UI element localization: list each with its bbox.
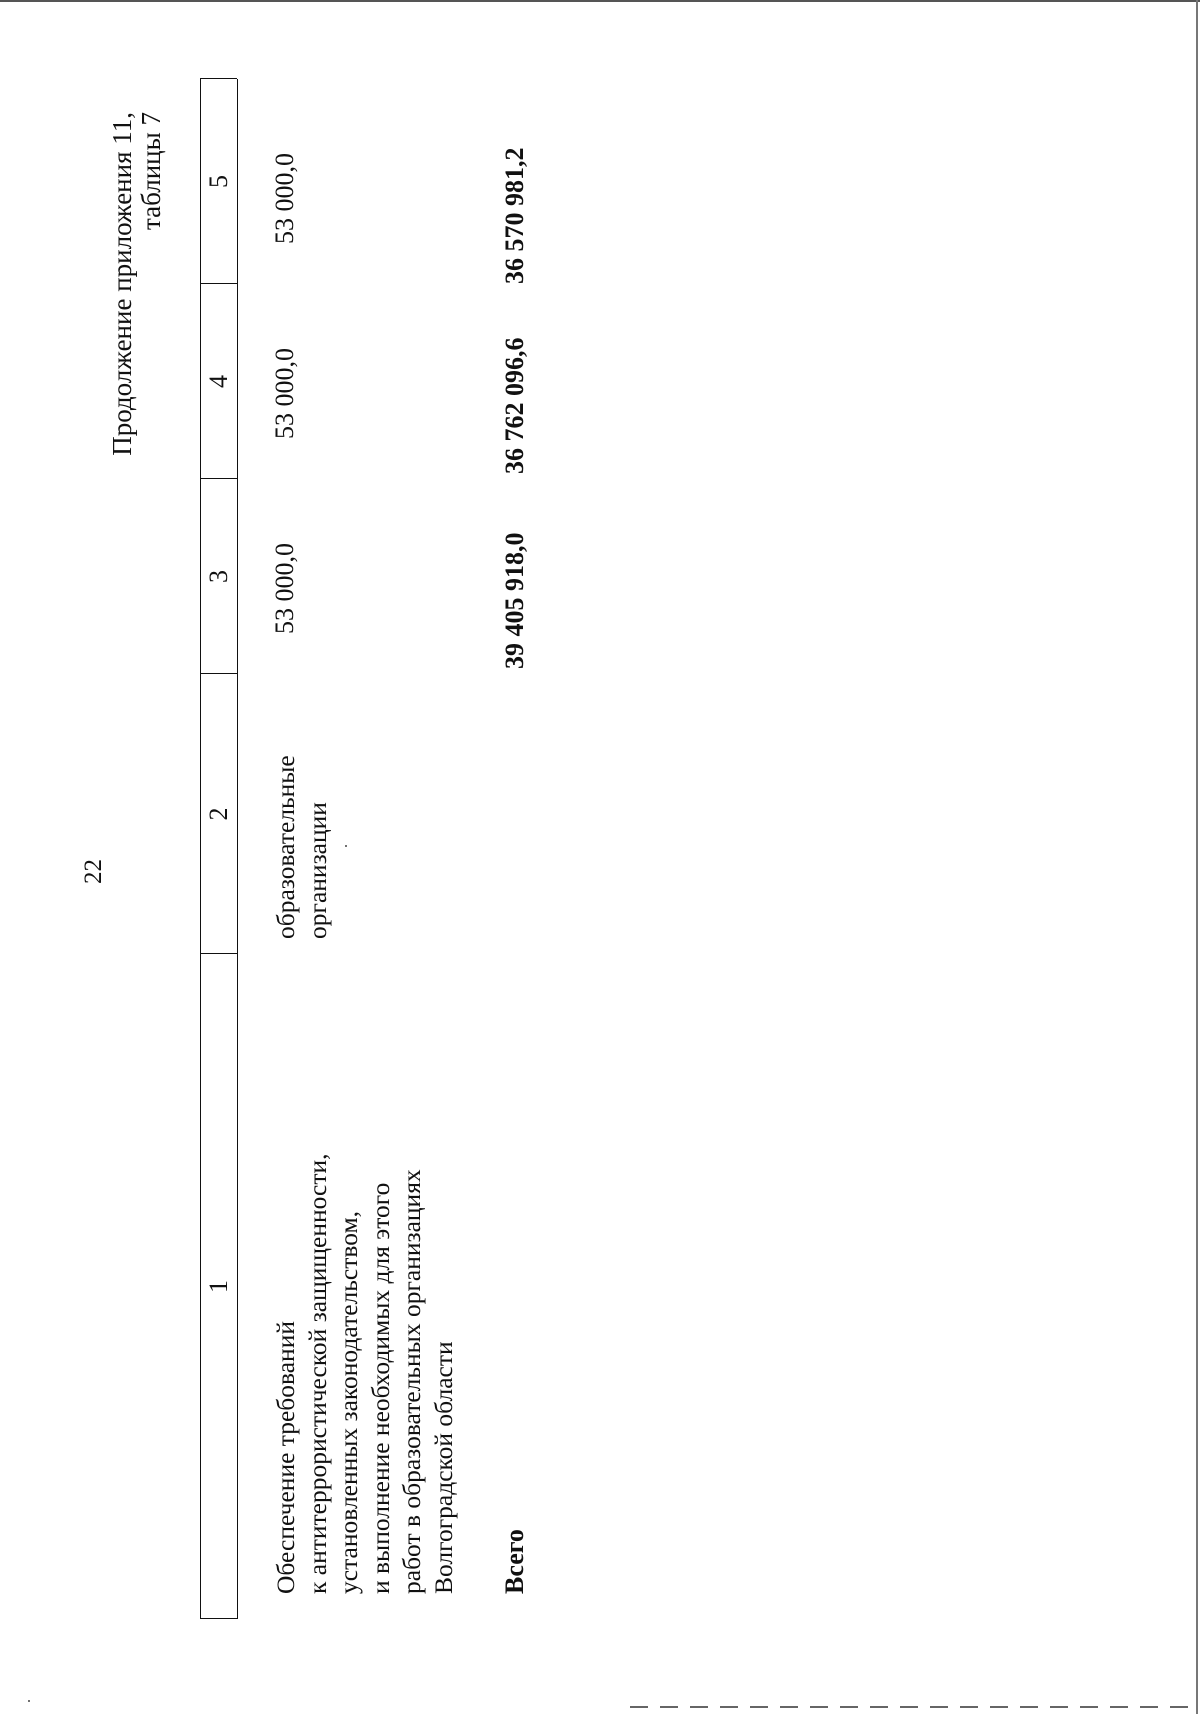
description-line: установленных законодательством,: [334, 1211, 363, 1594]
continuation-line-2: таблицы 7: [136, 112, 166, 230]
column-header-3: 3: [204, 570, 233, 583]
column-header-4: 4: [204, 375, 233, 388]
table-header-border: [237, 79, 238, 1619]
total-label: Всего: [500, 1529, 529, 1594]
row-value-col3: 53 000,0: [270, 543, 299, 634]
description-line: Обеспечение требований: [271, 1321, 300, 1594]
organization-line: образовательные: [271, 755, 300, 939]
column-header-1: 1: [204, 1280, 233, 1293]
row-value-col4: 53 000,0: [270, 348, 299, 439]
table-top-border: [200, 79, 201, 1619]
description-line: работ в образовательных организациях: [397, 1169, 426, 1594]
continuation-header: [108, 112, 166, 456]
continuation-line-1: Продолжение приложения 11,: [107, 112, 137, 456]
total-value-col5: 36 570 981,2: [500, 147, 529, 284]
description-line: Волгоградской области: [428, 1341, 458, 1594]
row-description: [270, 954, 459, 1594]
total-value-col4: 36 762 096,6: [500, 337, 529, 474]
row-organization: [270, 699, 333, 939]
description-line: и выполнение необходимых для этого: [365, 1182, 395, 1594]
total-value-col3: 39 405 918,0: [500, 532, 529, 669]
row-value-col5: 53 000,0: [270, 153, 299, 244]
organization-line: организации: [302, 802, 332, 939]
column-header-5: 5: [204, 175, 233, 188]
column-header-2: 2: [204, 807, 233, 821]
page-number: 22: [80, 859, 107, 884]
description-line: к антитеррористической защищенности,: [302, 1153, 332, 1594]
